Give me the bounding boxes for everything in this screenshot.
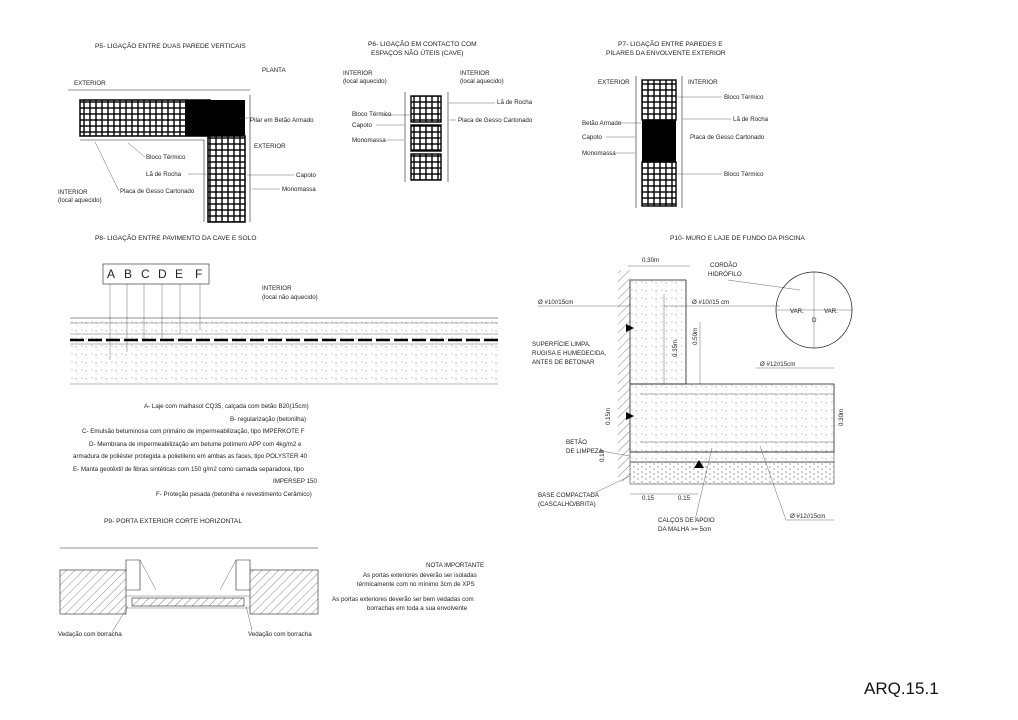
p6-bloco-label: Bloco Térmico <box>352 111 392 118</box>
p6-placa-label: Placa de Gesso Cartonado <box>458 117 533 124</box>
p10-betao-2: DE LIMPEZA <box>566 448 603 455</box>
p6-interior-left-sub: (local aquecido) <box>343 78 387 85</box>
p7-placa-label: Placa de Gesso Cartonado <box>690 134 765 141</box>
p5-pilar-label: Pilar em Betão Armado <box>250 117 314 124</box>
p5-planta: PLANTA <box>262 67 286 74</box>
p6-interior-left: INTERIOR <box>343 70 373 77</box>
p6-interior-right-sub: (local aquecido) <box>460 78 504 85</box>
p10-dim-010: 0.10 <box>599 449 606 462</box>
p10-dim-35: 0.35m <box>672 339 679 357</box>
p7-title-1: P7- LIGAÇÃO ENTRE PAREDES E <box>618 41 723 48</box>
p8-letter-f: F <box>195 267 203 281</box>
p5-interior-label: INTERIOR <box>58 189 88 196</box>
p10-var-left: VAR. <box>790 308 804 315</box>
detail-p5 <box>58 41 317 222</box>
p10-calcos-2: DA MALHA >= 5cm <box>658 526 712 533</box>
p10-rebar-left: Ø #10//15cm <box>538 299 574 306</box>
p7-title-2: PILARES DA ENVOLVENTE EXTERIOR <box>606 50 726 57</box>
p8-legend-d1: D- Membrana de impermeabilização em betume polímero APP com 4kg/m2 e <box>89 441 302 448</box>
p8-letter-a: A <box>107 267 116 281</box>
p5-la-label: Lã de Rocha <box>146 171 182 178</box>
p6-block-2 <box>411 125 441 151</box>
p10-dim-top: 0.30m <box>642 257 660 264</box>
p10-base-1: BASE COMPACTADA <box>538 492 599 499</box>
p9-door-leaf <box>132 598 244 606</box>
p9-title: P9- PORTA EXTERIOR CORTE HORIZONTAL <box>104 518 243 525</box>
p10-dim-30: 0.30m <box>838 408 845 426</box>
detail-p9 <box>58 518 484 638</box>
p10-dim-15: 0.15m <box>605 407 612 425</box>
p10-wall-hatch <box>618 270 630 482</box>
p10-dim-015a: 0.15 <box>642 495 655 502</box>
p5-bloco-label: Bloco Térmico <box>146 154 186 161</box>
p7-capoto-label: Capoto <box>582 134 602 141</box>
p8-letter-e: E <box>175 267 184 281</box>
p6-capoto-label: Capoto <box>352 122 372 129</box>
p8-interior-sub: (local não aquecido) <box>262 294 318 301</box>
p8-legend-a: A- Laje com malhasol CQ35, calçada com betão B20(15cm) <box>144 403 309 410</box>
p8-legend <box>73 403 317 498</box>
p6-monomassa-label: Monomassa <box>352 137 386 144</box>
p10-base <box>630 462 834 484</box>
p5-wall-vertical <box>208 136 245 222</box>
p10-rebar-12b: Ø #12//15cm <box>790 513 826 520</box>
p8-letter-d: D <box>158 267 167 281</box>
p6-block-1 <box>411 96 441 122</box>
p10-calcos-1: CALÇOS DE APOIO <box>658 517 715 524</box>
p10-betao-1: BETÃO <box>566 439 587 446</box>
p10-lean-concrete <box>630 452 834 462</box>
detail-p7 <box>582 39 769 208</box>
detail-p10 <box>532 235 852 533</box>
p8-title: P8- LIGAÇÃO ENTRE PAVIMENTO DA CAVE E SOLO <box>95 235 257 242</box>
p8-floor-slab <box>70 318 498 384</box>
p9-nota-2: térmicamente com no mínimo 3cm de XPS <box>357 581 475 588</box>
p9-vedacao-left: Vedação com borracha <box>58 631 122 638</box>
p8-legend-b: B- regularização (betonilha) <box>230 416 307 423</box>
p7-block-bottom <box>642 162 676 206</box>
detail-p8 <box>70 233 498 498</box>
p5-title: P5- LIGAÇÃO ENTRE DUAS PAREDE VERTICAIS <box>95 43 246 50</box>
p5-placa-label: Placa de Gesso Cartonado <box>120 188 195 195</box>
p8-legend-e1: E- Manta geotêxtil de fibras sintéticas com 150 g/m2 como camada separadora, tipo <box>73 466 304 473</box>
p5-capoto-label: Capoto <box>296 172 316 179</box>
p10-title: P10- MURO E LAJE DE FUNDO DA PISCINA <box>670 235 805 242</box>
p9-nota-3: As portas exteriores deverão ser bem vedadas com <box>332 596 474 603</box>
p9-nota-title: NOTA IMPORTANTE <box>426 562 485 569</box>
p10-dim-015b: 0.15 <box>678 495 691 502</box>
sheet-id: ARQ.15.1 <box>864 679 939 698</box>
p6-interior-right: INTERIOR <box>460 70 490 77</box>
p10-cordao-2: HIDRÓFILO <box>708 271 742 278</box>
p7-bloco-label-1: Bloco Térmico <box>724 94 764 101</box>
p8-interior: INTERIOR <box>262 285 292 292</box>
p10-rebar-right: Ø #10//15 cm <box>692 299 730 306</box>
p6-title-2: ESPAÇOS NÃO ÚTEIS (CAVE) <box>371 50 464 57</box>
p8-legend-c: C- Emulsão betuminosa com primário de impermeabilização, tipo IMPERKOTE F <box>82 428 305 435</box>
p8-legend-d2: armadura de poliéster protegida a polietileno em ambas as faces, tipo POLYSTER 40 <box>73 453 308 460</box>
p6-block-3 <box>411 154 441 180</box>
p10-dim-50: 0.50m <box>692 327 699 345</box>
p6-title-1: P6- LIGAÇÃO EM CONTACTO COM <box>368 41 477 48</box>
p7-interior: INTERIOR <box>688 79 718 86</box>
p5-interior-sub: (local aquecido) <box>58 197 102 204</box>
detail-p6 <box>343 39 533 182</box>
p7-betao-label: Betão Armado <box>582 120 622 127</box>
p7-block-top <box>642 80 676 120</box>
p8-letter-b: B <box>124 267 133 281</box>
p9-vedacao-right: Vedação com borracha <box>248 631 312 638</box>
p7-concrete <box>642 120 676 162</box>
p5-exterior-right: EXTERIOR <box>254 143 286 150</box>
p7-monomassa-label: Monomassa <box>582 150 616 157</box>
p10-sup-3: ANTES DE BETONAR <box>532 359 595 366</box>
p7-bloco-label-2: Bloco Térmico <box>724 171 764 178</box>
p5-exterior-top: EXTERIOR <box>74 80 106 87</box>
p10-sup-1: SUPERFÍCIE LIMPA, <box>532 341 591 348</box>
p10-sup-2: RUGISA E HUMEDECIDA, <box>532 350 607 357</box>
p9-nota-4: borrachas em toda a sua envolvente <box>367 605 468 612</box>
p10-wall <box>630 280 686 384</box>
p7-exterior: EXTERIOR <box>598 79 630 86</box>
p9-wall-right <box>250 570 318 614</box>
p10-cordao-1: CORDÃO <box>710 262 738 269</box>
p10-var-right: VAR. <box>824 308 838 315</box>
p10-var-d: D <box>812 317 817 324</box>
p8-legend-e2: IMPERSEP 150 <box>273 478 317 485</box>
p5-pillar <box>185 100 245 136</box>
p10-rebar-12a: Ø #12//15cm <box>760 361 796 368</box>
p5-monomassa-label: Monomassa <box>282 186 316 193</box>
p8-legend-f: F- Proteção pesada (betonilha e revestimento Cerâmico) <box>156 491 312 498</box>
p6-la-label: Lã de Rocha <box>497 99 533 106</box>
p10-base-2: (CASCALHO/BRITA) <box>538 501 596 508</box>
p9-wall-left <box>60 570 126 614</box>
p7-la-label: Lã de Rocha <box>733 116 769 123</box>
p9-nota-1: As portas exteriores deverão ser isoladas <box>363 572 477 579</box>
p8-letter-c: C <box>141 267 150 281</box>
